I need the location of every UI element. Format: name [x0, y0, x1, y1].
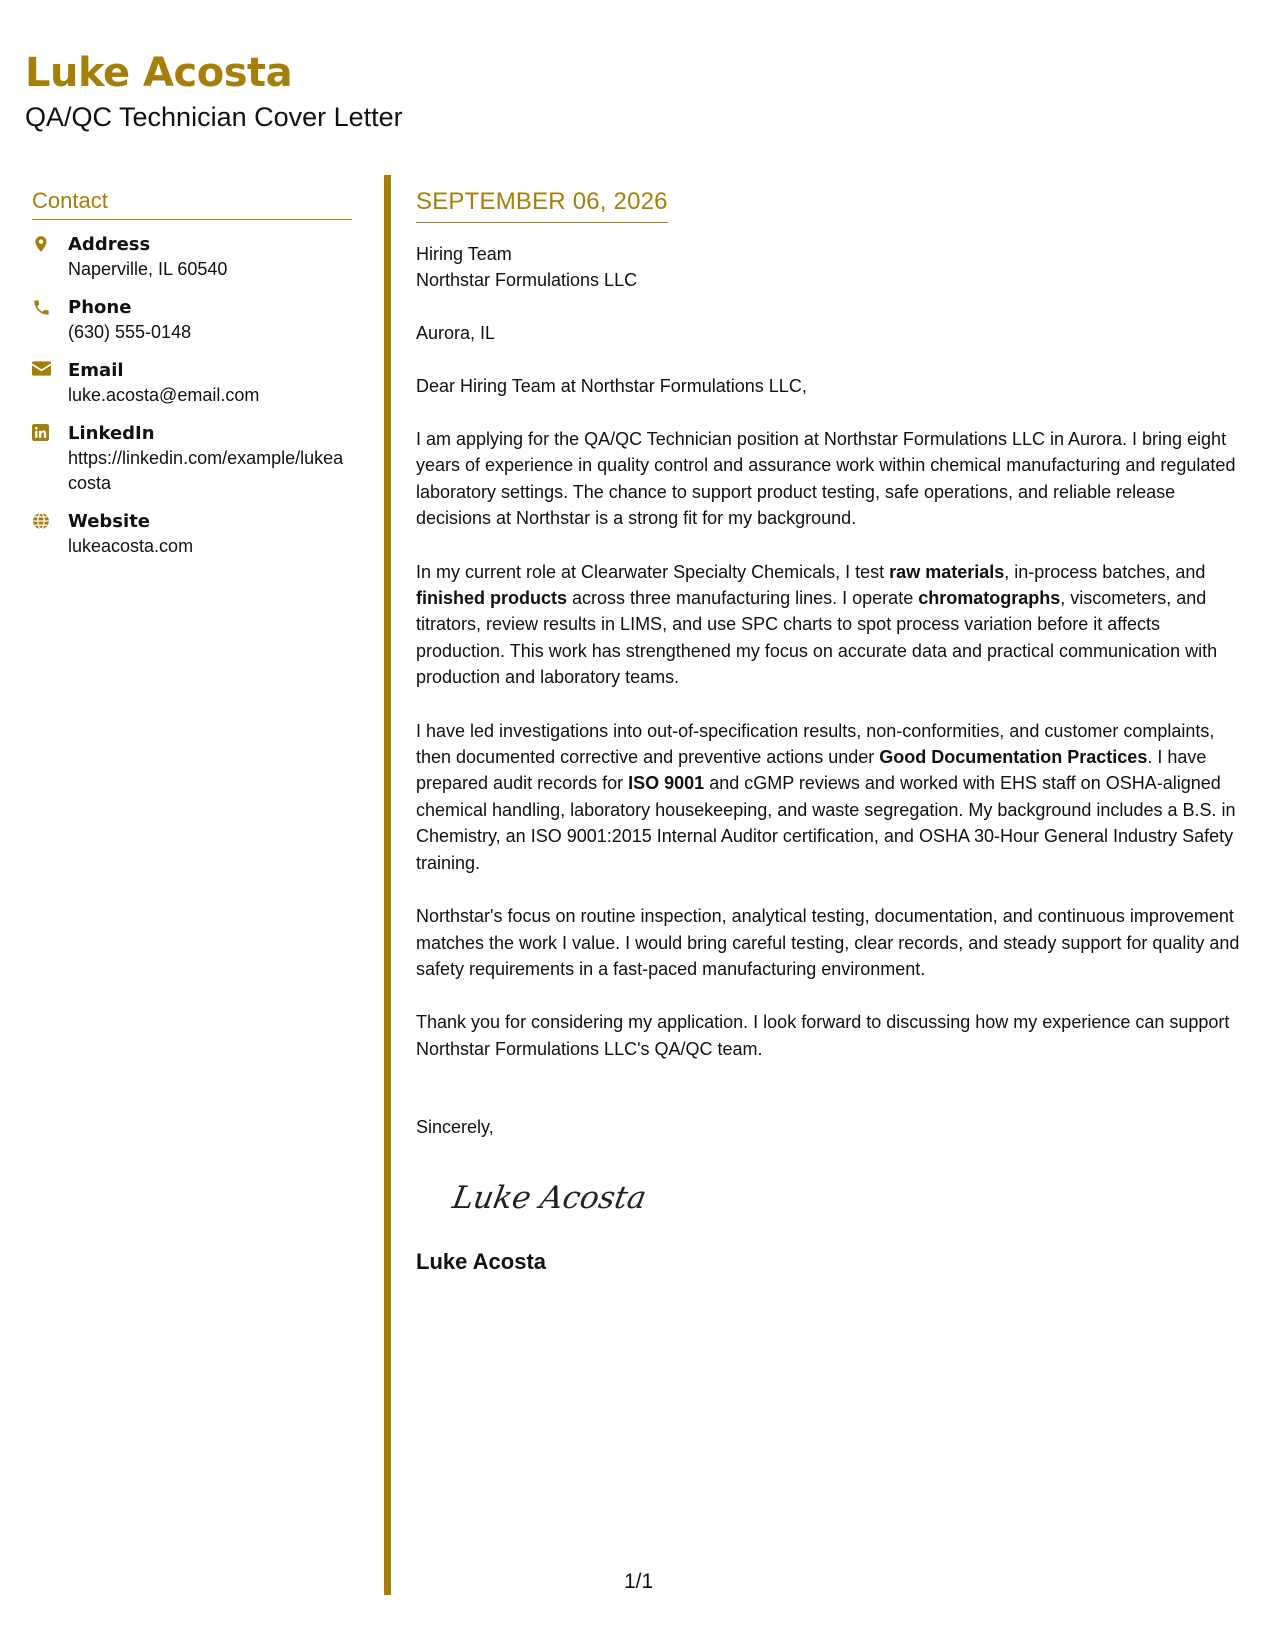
signature-image: [448, 1170, 1254, 1227]
paragraph-text: across three manufacturing lines. I operate: [567, 588, 919, 609]
paragraph-text: . I have prepared audit records for: [416, 747, 1207, 794]
contact-item-linkedin: [32, 421, 352, 496]
linkedin-icon: [32, 421, 68, 496]
paragraph-text: and cGMP reviews and worked with EHS staff on OSHA-aligned chemical handling, laboratory housekeeping, and waste segregation. My background includes a B.S. in Chemistry, an ISO 9001:2015 Internal Auditor certification, and OSHA 30-Hour General Industry Safety training.: [416, 773, 1236, 873]
contact-label: Phone: [68, 297, 132, 318]
letter-paragraph: [416, 1009, 1254, 1062]
emphasized-text: chromatographs: [918, 588, 1061, 609]
paragraph-text: Northstar's focus on routine inspection, analytical testing, documentation, and continuous improvement matches the work I value. I would bring careful testing, clear records, and steady support for quality and safety requirements in a fast-paced manufacturing environment.: [416, 906, 1240, 979]
globe-icon: [32, 509, 68, 559]
salutation: Dear Hiring Team at Northstar Formulations LLC,: [416, 376, 807, 396]
contact-section-title: Contact: [32, 188, 352, 220]
document-subtitle: QA/QC Technician Cover Letter: [25, 102, 403, 132]
contact-sidebar: [32, 188, 352, 572]
linkedin-link[interactable]: https://linkedin.com/example/lukeacosta: [68, 448, 344, 493]
contact-value: luke.acosta@email.com: [68, 385, 260, 405]
contact-label: LinkedIn: [68, 423, 155, 444]
paragraph-text: , in-process batches, and: [1004, 561, 1206, 582]
closing: Sincerely,: [416, 1117, 494, 1138]
letter-paragraph: [416, 903, 1254, 982]
applicant-name: Luke Acosta: [25, 50, 293, 96]
contact-value: (630) 555-0148: [68, 322, 192, 342]
recipient-line: Hiring Team: [416, 244, 512, 264]
recipient-location: Aurora, IL: [416, 323, 496, 343]
paragraph-text: I have led investigations into out-of-specification results, non-conformities, and customer complaints, then documented corrective and preventive actions under: [416, 720, 1215, 768]
letter-header: [25, 48, 403, 134]
signer-name: Luke Acosta: [416, 1249, 547, 1275]
contact-list: [32, 232, 352, 559]
divider-line: [384, 175, 391, 1595]
recipient-company: Northstar Formulations LLC: [416, 270, 638, 290]
paragraph-text: I am applying for the QA/QC Technician position at Northstar Formulations LLC in Aurora. I bring eight years of experience in quality control and assurance work within chemical manufacturing and regulated laboratory settings. The chance to support product testing, safe operations, and reliable release decisions at Northstar is a strong fit for my background.: [416, 429, 1236, 529]
emphasized-text: finished products: [416, 588, 568, 609]
page-number: 1/1: [624, 1570, 654, 1593]
contact-item-email: [32, 358, 352, 408]
map-pin-icon: [32, 232, 68, 282]
contact-item-phone: [32, 295, 352, 345]
letter-paragraph: [416, 426, 1254, 532]
paragraph-text: Thank you for considering my application. I look forward to discussing how my experience can support Northstar Formulations LLC's QA/QC team.: [416, 1012, 1230, 1059]
envelope-icon: [32, 358, 68, 408]
website-link[interactable]: lukeacosta.com: [68, 536, 194, 556]
letter-paragraph: [416, 559, 1254, 691]
contact-item-website: [32, 509, 352, 559]
emphasized-text: ISO 9001: [628, 773, 705, 794]
contact-value: Naperville, IL 60540: [68, 259, 228, 279]
contact-item-address: [32, 232, 352, 282]
letter-paragraphs: [416, 426, 1254, 1062]
svg-text:Luke Acosta: Luke Acosta: [449, 1180, 648, 1217]
paragraph-text: In my current role at Clearwater Specialty Chemicals, I test: [416, 561, 890, 582]
recipient-block: [416, 241, 1254, 293]
letter-date: SEPTEMBER 06, 2026: [416, 188, 668, 223]
contact-label: Website: [68, 511, 151, 532]
emphasized-text: Good Documentation Practices: [879, 747, 1148, 768]
letter-paragraph: [416, 718, 1254, 876]
phone-icon: [32, 295, 68, 345]
emphasized-text: raw materials: [889, 561, 1005, 582]
paragraph-text: , viscometers, and titrators, review results in LIMS, and use SPC charts to spot process variation before it affects production. This work has strengthened my focus on accurate data and practical communication with production and laboratory teams.: [416, 588, 1218, 688]
contact-label: Address: [68, 234, 151, 255]
contact-label: Email: [68, 360, 124, 381]
letter-body: [416, 188, 1254, 1275]
